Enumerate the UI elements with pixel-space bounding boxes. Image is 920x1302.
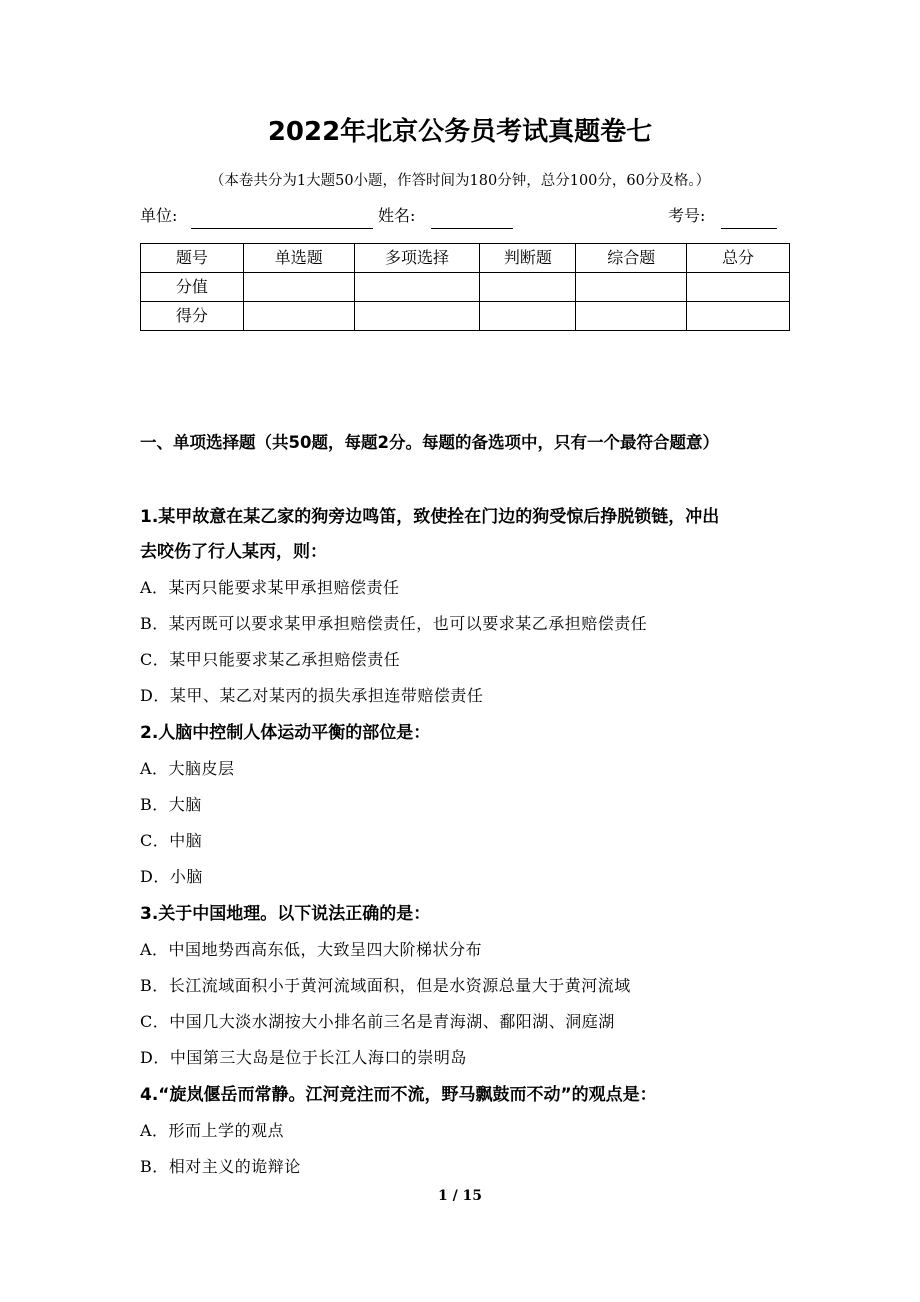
empty-cell <box>687 273 790 302</box>
question-1-option-a: A．某丙只能要求某甲承担赔偿责任 <box>140 578 400 597</box>
score-got-row <box>141 302 790 331</box>
exam-subtitle: （本卷共分为1大题50小题，作答时间为180分钟，总分100分，60分及格。） <box>209 173 711 189</box>
unit-blank <box>191 208 373 229</box>
question-3-option-b: B．长江流域面积小于黄河流域面积，但是水资源总量大于黄河流域 <box>140 976 631 995</box>
score-table-header-row <box>141 244 790 273</box>
question-2-option-c: C．中脑 <box>140 831 203 850</box>
name-field <box>378 203 513 229</box>
question-1-stem: 1.某甲故意在某乙家的狗旁边鸣笛，致使拴在门边的狗受惊后挣脱锁链，冲出 <box>140 507 720 527</box>
header-cell: 题号 <box>141 244 244 273</box>
exam-no-label: 考号: <box>668 206 706 225</box>
name-blank <box>431 208 513 229</box>
score-table <box>140 243 790 331</box>
question-1-option-c: C．某甲只能要求某乙承担赔偿责任 <box>140 650 401 669</box>
question-4-option-b: B．相对主义的诡辩论 <box>140 1157 301 1176</box>
name-label: 姓名: <box>378 206 416 225</box>
page-number: 1 / 15 <box>437 1188 483 1204</box>
header-cell: 综合题 <box>576 244 687 273</box>
exam-no-blank <box>721 208 777 229</box>
header-cell: 多项选择 <box>354 244 480 273</box>
empty-cell <box>243 302 354 331</box>
row-label: 得分 <box>141 302 244 331</box>
unit-field <box>140 203 373 229</box>
exam-title: 2022年北京公务员考试真题卷七 <box>267 117 653 147</box>
empty-cell <box>576 273 687 302</box>
question-3-option-c: C．中国几大淡水湖按大小排名前三名是青海湖、鄱阳湖、洞庭湖 <box>140 1012 615 1031</box>
empty-cell <box>354 273 480 302</box>
question-2-option-d: D．小脑 <box>140 867 203 886</box>
row-label: 分值 <box>141 273 244 302</box>
question-4-stem: 4.“旋岚偃岳而常静。江河竞注而不流，野马飘鼓而不动”的观点是： <box>140 1085 657 1105</box>
question-2-stem: 2.人脑中控制人体运动平衡的部位是： <box>140 723 431 743</box>
question-3-stem: 3.关于中国地理。以下说法正确的是： <box>140 904 431 924</box>
question-1-stem-cont: 去咬伤了行人某丙，则： <box>140 542 327 562</box>
header-cell: 判断题 <box>480 244 576 273</box>
question-4-option-a: A．形而上学的观点 <box>140 1121 285 1140</box>
question-1-option-b: B．某丙既可以要求某甲承担赔偿责任，也可以要求某乙承担赔偿责任 <box>140 614 648 633</box>
header-cell: 单选题 <box>243 244 354 273</box>
unit-label: 单位: <box>140 206 178 225</box>
question-1-option-d: D．某甲、某乙对某丙的损失承担连带赔偿责任 <box>140 686 484 705</box>
empty-cell <box>480 273 576 302</box>
empty-cell <box>687 302 790 331</box>
question-2-option-a: A．大脑皮层 <box>140 759 235 778</box>
empty-cell <box>480 302 576 331</box>
question-3-option-d: D．中国第三大岛是位于长江人海口的崇明岛 <box>140 1048 467 1067</box>
section-heading: 一、单项选择题（共50题，每题2分。每题的备选项中，只有一个最符合题意） <box>140 433 719 452</box>
empty-cell <box>354 302 480 331</box>
question-3-option-a: A．中国地势西高东低，大致呈四大阶梯状分布 <box>140 940 483 959</box>
question-2-option-b: B．大脑 <box>140 795 202 814</box>
header-cell: 总分 <box>687 244 790 273</box>
empty-cell <box>576 302 687 331</box>
score-value-row <box>141 273 790 302</box>
exam-no-field <box>668 203 777 229</box>
empty-cell <box>243 273 354 302</box>
